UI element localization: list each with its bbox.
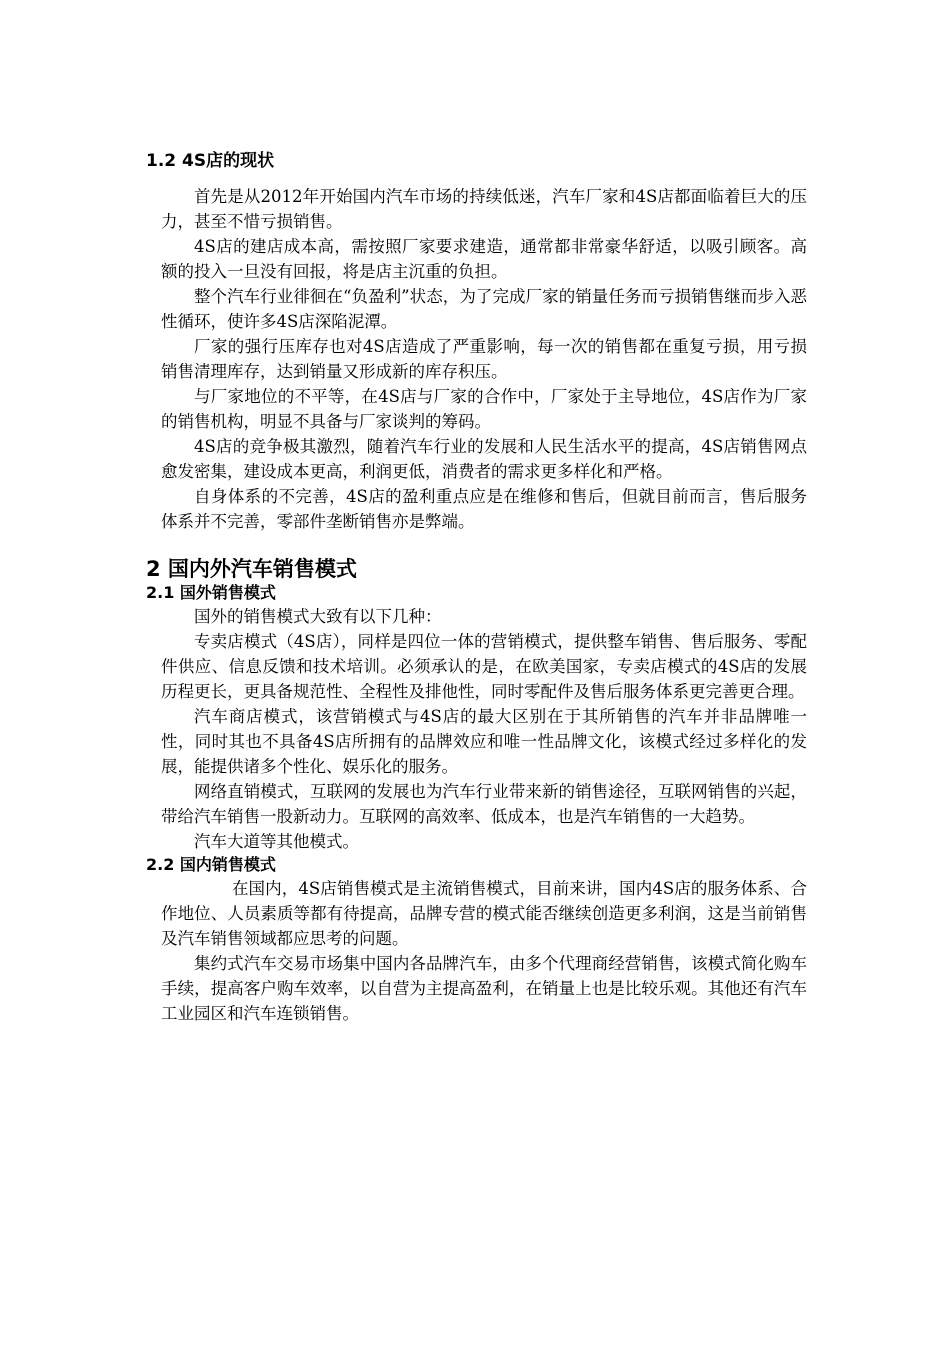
paragraph: 自身体系的不完善，4S店的盈利重点应是在维修和售后，但就目前而言，售后服务体系并不完善，零部件垄断销售亦是弊端。 — [161, 487, 807, 531]
chapter-2-heading: 2 国内外汽车销售模式 — [146, 557, 357, 581]
paragraph: 厂家的强行压库存也对4S店造成了严重影响，每一次的销售都在重复亏损，用亏损销售清理库存，达到销量又形成新的库存积压。 — [161, 337, 807, 381]
section-2-2-heading: 2.2 国内销售模式 — [146, 855, 276, 874]
paragraph: 4S店的竞争极其激烈，随着汽车行业的发展和人民生活水平的提高，4S店销售网点愈发密集，建设成本更高，利润更低，消费者的需求更多样化和严格。 — [161, 437, 807, 481]
paragraph: 网络直销模式，互联网的发展也为汽车行业带来新的销售途径，互联网销售的兴起，带给汽车销售一股新动力。互联网的高效率、低成本，也是汽车销售的一大趋势。 — [161, 782, 807, 826]
paragraph: 整个汽车行业徘徊在“负盈利”状态，为了完成厂家的销量任务而亏损销售继而步入恶性循环，使许多4S店深陷泥潭。 — [161, 287, 807, 331]
paragraph: 首先是从2012年开始国内汽车市场的持续低迷，汽车厂家和4S店都面临着巨大的压力，甚至不惜亏损销售。 — [161, 187, 807, 231]
paragraph: 4S店的建店成本高，需按照厂家要求建造，通常都非常豪华舒适，以吸引顾客。高额的投入一旦没有回报，将是店主沉重的负担。 — [161, 237, 807, 281]
paragraph: 国外的销售模式大致有以下几种： — [194, 607, 442, 626]
section-2-1-heading: 2.1 国外销售模式 — [146, 583, 276, 602]
paragraph: 与厂家地位的不平等，在4S店与厂家的合作中，厂家处于主导地位，4S店作为厂家的销售机构，明显不具备与厂家谈判的筹码。 — [161, 387, 807, 431]
paragraph: 汽车大道等其他模式。 — [194, 832, 359, 851]
paragraph: 集约式汽车交易市场集中国内各品牌汽车，由多个代理商经营销售，该模式简化购车手续，提高客户购车效率，以自营为主提高盈利，在销量上也是比较乐观。其他还有汽车工业园区和汽车连锁销售。 — [161, 954, 807, 1023]
paragraph: 专卖店模式（4S店），同样是四位一体的营销模式，提供整车销售、售后服务、零配件供应、信息反馈和技术培训。必须承认的是，在欧美国家，专卖店模式的4S店的发展历程更长，更具备规范性、全程性及排他性，同时零配件及售后服务体系更完善更合理。 — [161, 632, 807, 701]
paragraph: 汽车商店模式，该营销模式与4S店的最大区别在于其所销售的汽车并非品牌唯一性，同时其也不具备4S店所拥有的品牌效应和唯一性品牌文化，该模式经过多样化的发展，能提供诸多个性化、娱乐化的服务。 — [161, 707, 807, 776]
paragraph: 在国内，4S店销售模式是主流销售模式，目前来讲，国内4S店的服务体系、合作地位、人员素质等都有待提高，品牌专营的模式能否继续创造更多利润，这是当前销售及汽车销售领域都应思考的问题。 — [161, 879, 807, 948]
document-body — [146, 150, 807, 1026]
section-1-2-heading: 1.2 4S店的现状 — [146, 151, 275, 171]
